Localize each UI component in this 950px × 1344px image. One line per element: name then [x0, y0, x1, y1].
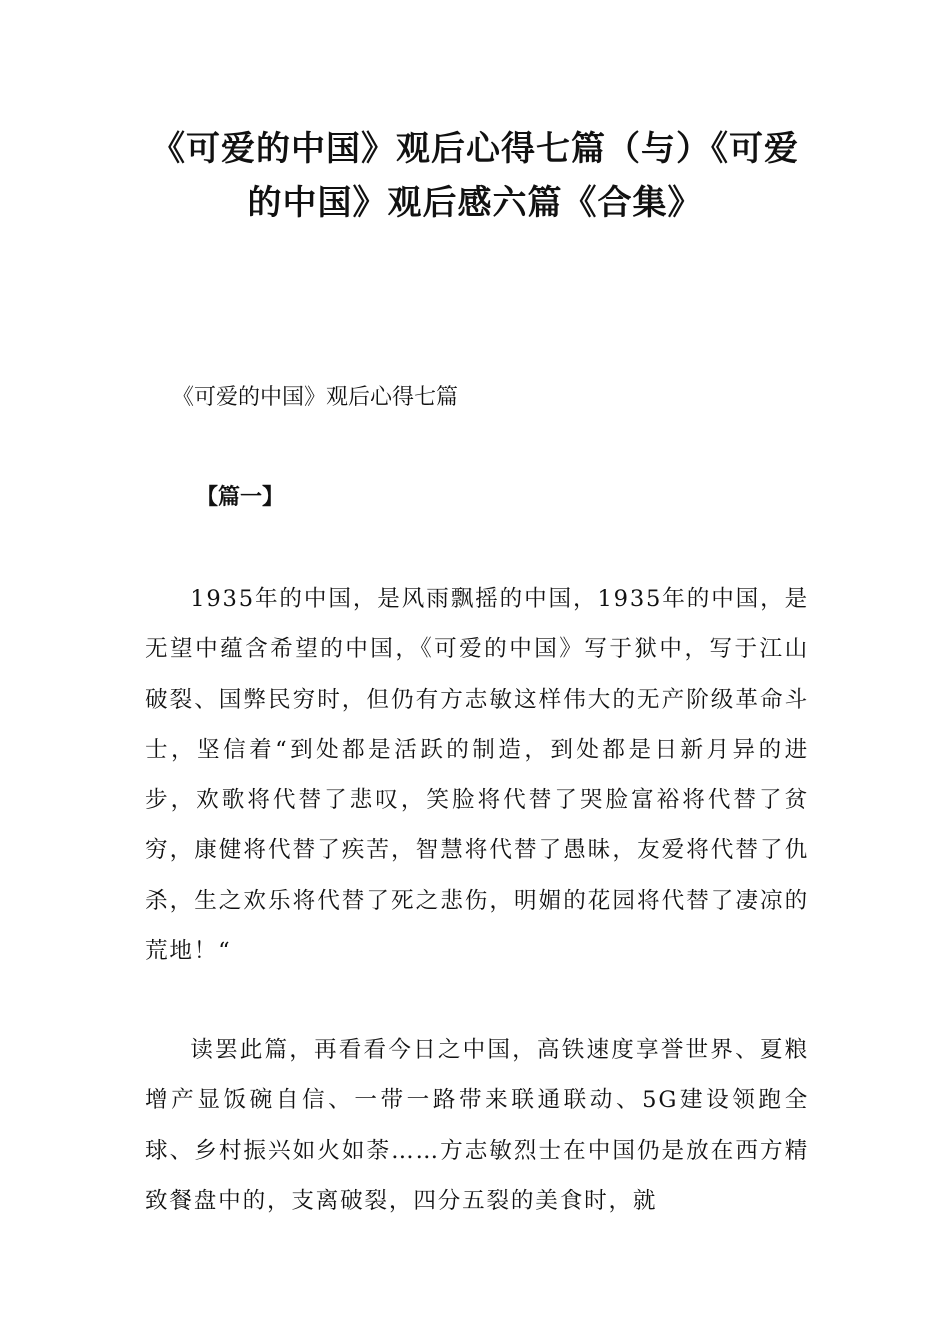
- body-paragraph: 读罢此篇，再看看今日之中国，高铁速度享誉世界、夏粮增产显饭碗自信、一带一路带来联通联动、5G建设领跑全球、乡村振兴如火如荼……方志敏烈士在中国仍是放在西方精致餐盘中的，支离破裂，四分五裂的美食时，就: [145, 1037, 809, 1214]
- document-subtitle: 《可爱的中国》观后心得七篇: [172, 385, 459, 410]
- body-paragraph: 1935年的中国，是风雨飘摇的中国，1935年的中国，是无望中蕴含希望的中国，《可爱的中国》写于狱中，写于江山破裂、国弊民穷时，但仍有方志敏这样伟大的无产阶级革命斗士，坚信着“到处都是活跃的制造，到处都是日新月异的进步，欢歌将代替了悲叹，笑脸将代替了哭脸富裕将代替了贫穷，康健将代替了疾苦，智慧将代替了愚昧，友爱将代替了仇杀，生之欢乐将代替了死之悲伤，明媚的花园将代替了凄凉的荒地！“: [145, 586, 809, 965]
- document-title: 《可爱的中国》观后心得七篇（与）《可爱的中国》观后感六篇《合集》: [151, 129, 799, 223]
- section-label: 【篇一】: [196, 485, 285, 510]
